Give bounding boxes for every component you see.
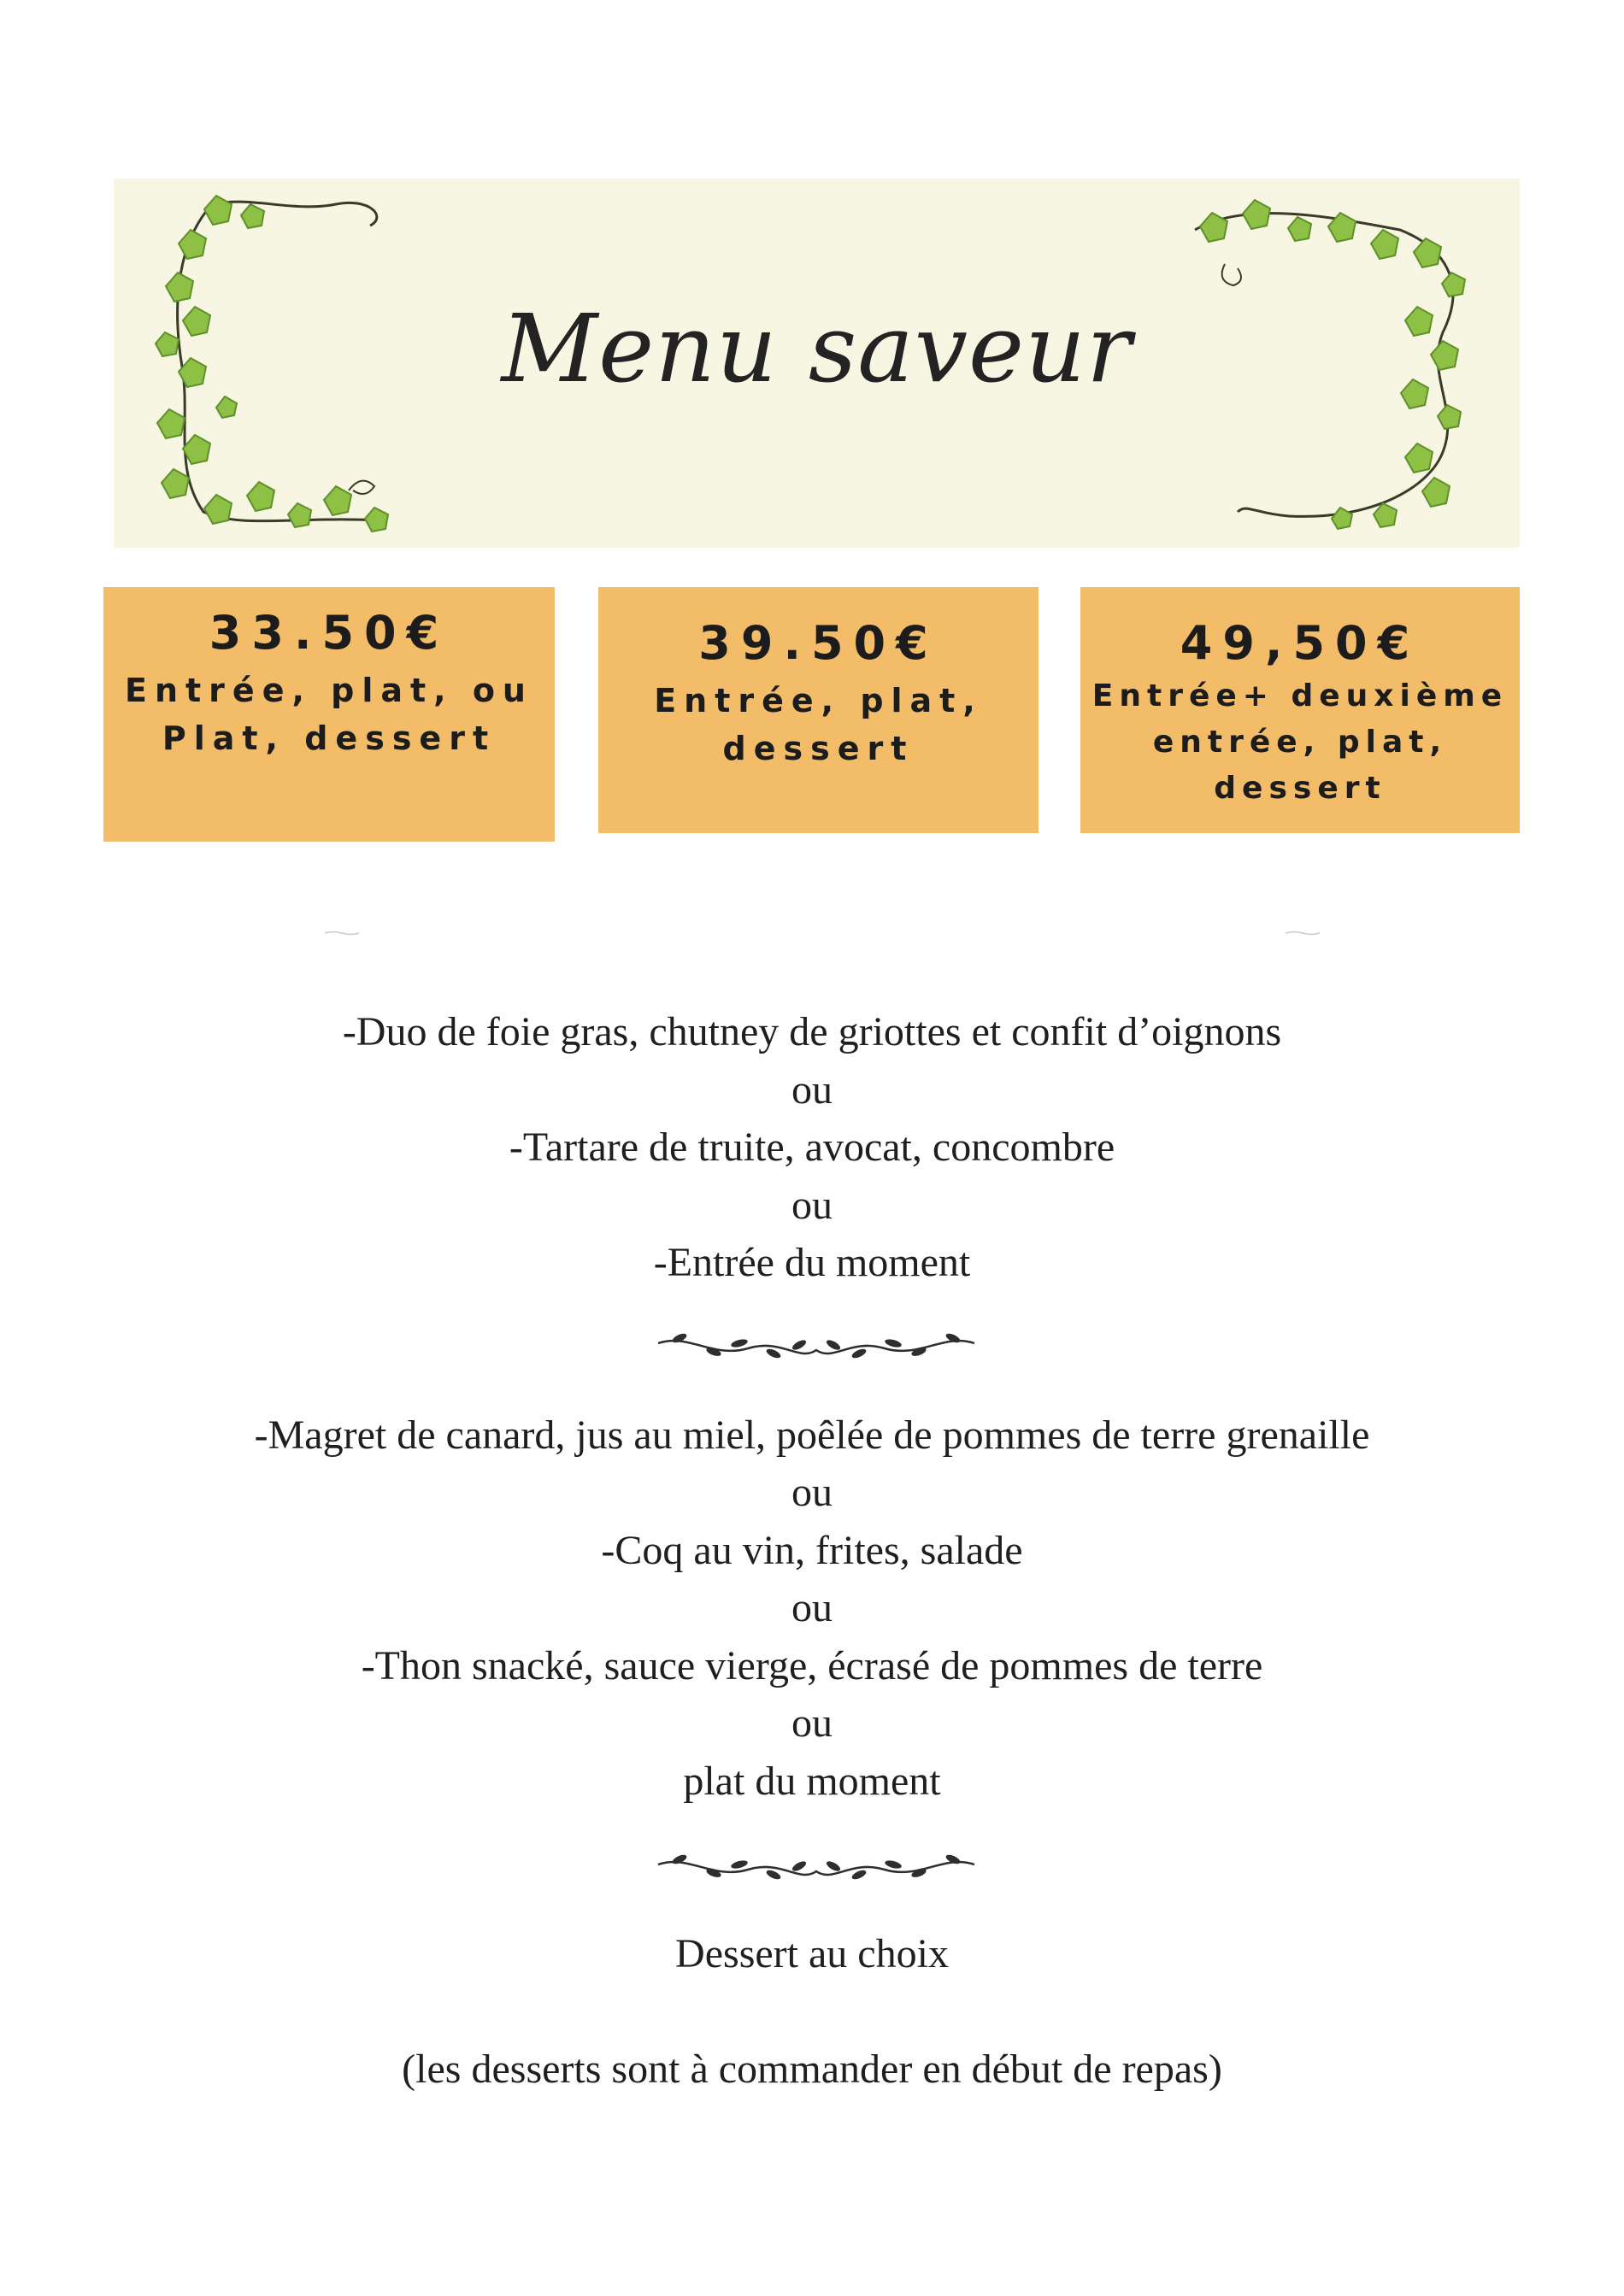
dessert-label: Dessert au choix [675,1931,949,1976]
main-option: -Thon snacké, sauce vierge, écrasé de pommes de terre [361,1643,1263,1688]
or-separator: ou [791,1470,833,1515]
starter-option: -Duo de foie gras, chutney de griottes et confit d’oignons [342,1009,1282,1054]
formula-description: Entrée+ deuxième entrée, plat, dessert [1091,678,1509,806]
faint-ornament-icon [323,931,361,936]
formula-price: 33.50€ [209,606,450,660]
faint-ornament-icon [1284,931,1321,936]
formula-price: 39.50€ [698,616,939,670]
or-separator: ou [791,1067,833,1113]
dessert-note: (les desserts sont à commander en début de repas) [402,2046,1222,2092]
formula-card-2 [598,587,1039,833]
floral-divider-icon [654,1324,979,1372]
floral-divider-icon [654,1846,979,1894]
formula-card-3 [1080,587,1520,833]
main-option: -Magret de canard, jus au miel, poêlée de pommes de terre grenaille [254,1412,1370,1458]
starter-option: -Tartare de truite, avocat, concombre [509,1125,1115,1170]
formula-price: 49,50€ [1180,616,1421,670]
formula-card-1 [103,587,555,842]
or-separator: ou [791,1700,833,1746]
formula-description: Entrée, plat, ou Plat, dessert [125,672,533,757]
or-separator: ou [791,1585,833,1630]
formula-description: Entrée, plat, dessert [654,682,983,767]
or-separator: ou [791,1183,833,1228]
menu-title: Menu saveur [501,294,1133,403]
starter-option: -Entrée du moment [653,1240,971,1285]
main-option: -Coq au vin, frites, salade [601,1528,1023,1573]
ivy-vine-right-icon [1161,179,1511,548]
header-banner [114,179,1520,548]
main-option: plat du moment [683,1759,941,1804]
